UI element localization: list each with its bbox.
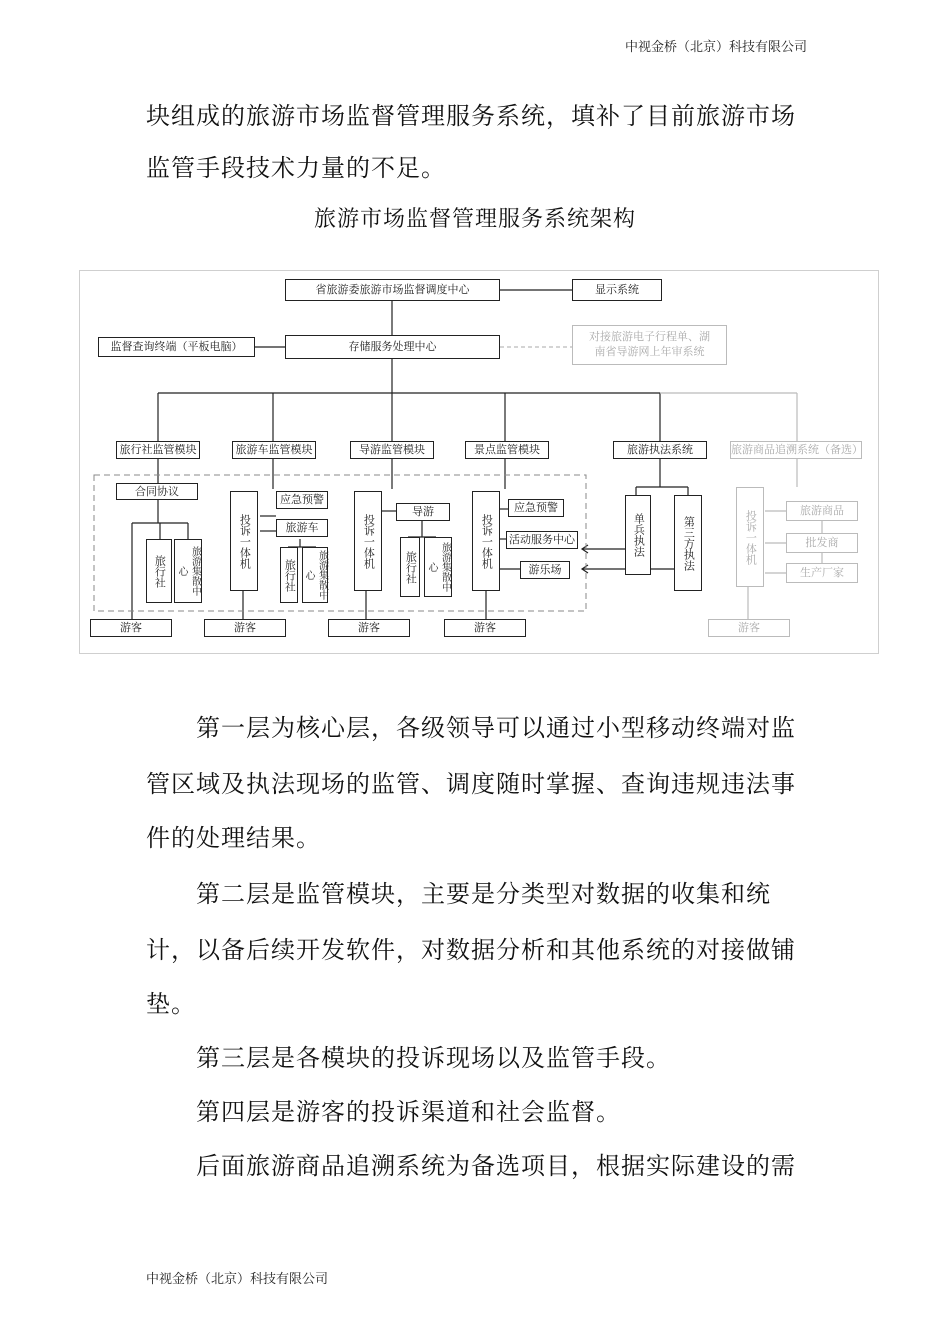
module-guide: 导游监管模块 xyxy=(350,441,434,459)
joint-enforcement-text: 单兵执法 xyxy=(632,513,646,557)
complaint-machine-text-1: 投诉一体机 xyxy=(238,513,252,569)
module-tour-bus: 旅游车监管模块 xyxy=(232,441,316,459)
travel-agency-box-1 xyxy=(146,539,172,603)
tourist-box-1: 游客 xyxy=(90,619,172,637)
tourist-goods-box: 旅游商品 xyxy=(786,501,858,521)
emergency-warning-box-2: 应急预警 xyxy=(508,499,564,517)
tourist-box-4: 游客 xyxy=(444,619,526,637)
query-terminal-box: 监督查询终端（平板电脑） xyxy=(98,337,255,357)
contract-box: 合同协议 xyxy=(116,483,198,500)
docking-note-box xyxy=(572,325,727,365)
emergency-warning-box-1: 应急预警 xyxy=(276,491,328,509)
wholesaler-box: 批发商 xyxy=(786,533,858,553)
complaint-machine-box-1 xyxy=(230,491,258,591)
tourist-center-box-3 xyxy=(424,537,452,597)
tourist-center-text-1: 旅游集散中心 xyxy=(176,546,201,596)
complaint-machine-text-4: 投诉一体机 xyxy=(744,509,758,565)
joint-enforcement-box xyxy=(625,495,651,575)
third-party-enforcement-box xyxy=(674,495,702,591)
travel-agency-text-3: 旅行社 xyxy=(404,550,418,584)
complaint-machine-box-4 xyxy=(736,487,764,587)
module-travel-agency: 旅行社监管模块 xyxy=(116,441,200,459)
para-5: 后面旅游商品追溯系统为备选项目，根据实际建设的需 xyxy=(196,1152,796,1180)
intro-line-2: 监管手段技术力量的不足。 xyxy=(146,154,446,182)
complaint-machine-text-3: 投诉一体机 xyxy=(480,513,494,569)
display-system-box: 显示系统 xyxy=(572,279,662,301)
complaint-machine-box-2 xyxy=(354,491,382,591)
complaint-machine-box-3 xyxy=(472,491,500,591)
tourist-center-box-2 xyxy=(302,547,328,603)
module-enforcement: 旅游执法系统 xyxy=(613,441,707,459)
docking-note-line-2: 南省导游网上年审系统 xyxy=(594,345,705,358)
footer-company: 中视金桥（北京）科技有限公司 xyxy=(146,1272,329,1287)
tourist-center-text-2: 旅游集散中心 xyxy=(303,550,328,600)
intro-line-1: 块组成的旅游市场监督管理服务系统，填补了目前旅游市场 xyxy=(146,102,796,130)
guide-box: 导游 xyxy=(396,503,450,521)
para-2-line-1: 第二层是监管模块，主要是分类型对数据的收集和统 xyxy=(196,880,771,908)
travel-agency-box-2 xyxy=(280,547,298,603)
tourist-center-box-1 xyxy=(174,539,202,603)
tour-bus-box: 旅游车 xyxy=(276,519,328,537)
travel-agency-box-3 xyxy=(400,537,420,597)
para-2-line-2: 计，以备后续开发软件，对数据分析和其他系统的对接做铺 xyxy=(146,936,796,964)
top-center-box: 省旅游委旅游市场监督调度中心 xyxy=(285,279,500,301)
para-1-line-1: 第一层为核心层，各级领导可以通过小型移动终端对监 xyxy=(196,714,796,742)
travel-agency-text-1: 旅行社 xyxy=(153,554,167,588)
diagram-caption: 旅游市场监督管理服务系统架构 xyxy=(313,207,636,232)
docking-note-line-1: 对接旅游电子行程单、湖 xyxy=(589,330,710,344)
manufacturer-box: 生产厂家 xyxy=(786,563,858,583)
tourist-box-2: 游客 xyxy=(204,619,286,637)
para-1-line-3: 件的处理结果。 xyxy=(146,824,321,852)
para-3: 第三层是各模块的投诉现场以及监管手段。 xyxy=(196,1044,671,1072)
event-service-center-box: 活动服务中心 xyxy=(506,531,578,549)
para-1-line-2: 管区域及执法现场的监管、调度随时掌握、查询违规违法事 xyxy=(146,770,796,798)
module-scenic: 景点监管模块 xyxy=(465,441,549,459)
third-party-enforcement-text: 第三方执法 xyxy=(682,515,696,571)
tourist-center-text-3: 旅游集散中心 xyxy=(426,542,451,592)
travel-agency-text-2: 旅行社 xyxy=(283,558,297,592)
architecture-diagram xyxy=(79,270,879,654)
tourist-box-3: 游客 xyxy=(328,619,410,637)
module-traceability: 旅游商品追溯系统（备选） xyxy=(730,441,862,459)
complaint-machine-text-2: 投诉一体机 xyxy=(362,513,376,569)
storage-center-box: 存储服务处理中心 xyxy=(285,335,500,359)
amusement-park-box: 游乐场 xyxy=(520,561,570,579)
tourist-box-5: 游客 xyxy=(708,619,790,637)
para-2-line-3: 垫。 xyxy=(146,990,196,1018)
para-4: 第四层是游客的投诉渠道和社会监督。 xyxy=(196,1098,621,1126)
header-company: 中视金桥（北京）科技有限公司 xyxy=(624,40,807,55)
